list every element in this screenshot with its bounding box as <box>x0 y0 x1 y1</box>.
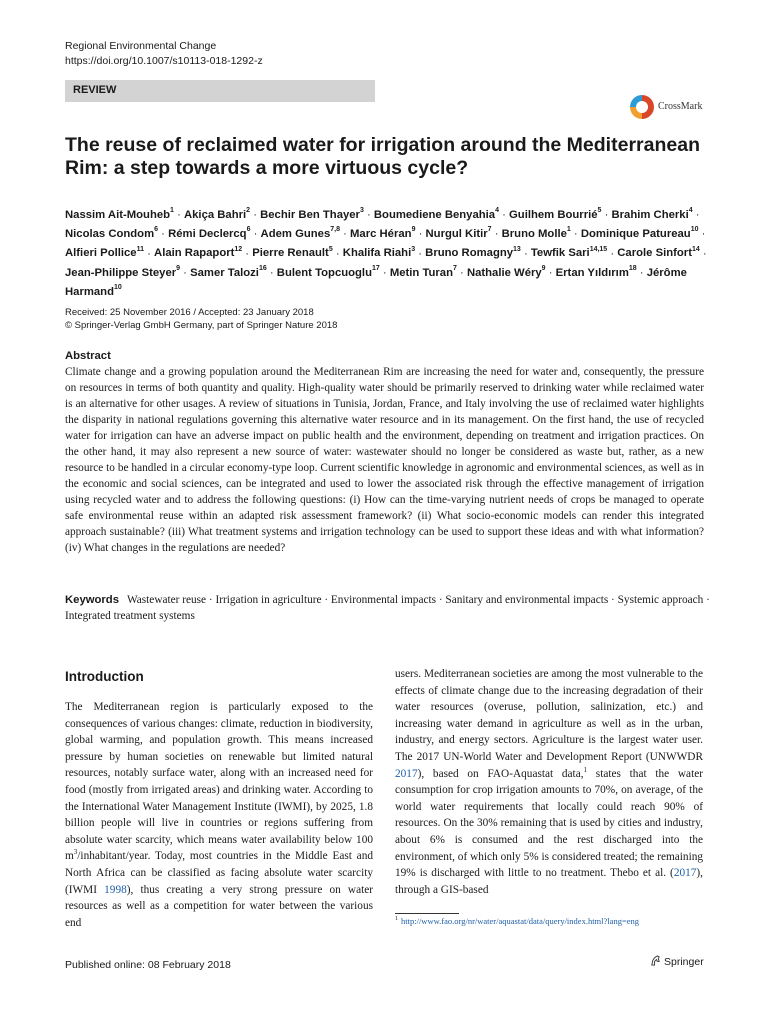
author-separator: · <box>698 228 706 241</box>
author-name[interactable]: Samer Talozi$^{16}$ <box>190 264 267 279</box>
footnote <box>395 916 639 926</box>
author-name[interactable]: Jérôme Harmand$^{10}$ <box>65 266 687 298</box>
author-name[interactable]: Akiça Bahri$^2$ <box>183 207 251 221</box>
author-affiliation: 9 <box>176 264 181 272</box>
author-name[interactable]: Alfieri Pollice$^{11}$ <box>65 245 144 260</box>
author-separator: · <box>636 266 647 279</box>
author-affiliation: 16 <box>258 264 267 272</box>
author-affiliation: 14,15 <box>589 245 608 253</box>
author-name[interactable]: Pierre Renault$^5$ <box>252 245 333 260</box>
crossmark-icon <box>630 95 654 119</box>
springer-horse-icon <box>650 955 661 966</box>
doi-link[interactable]: https://doi.org/10.1007/s10113-018-1292-z <box>65 55 263 67</box>
publisher-name: Springer <box>664 956 704 968</box>
author-affiliation: 7 <box>487 226 492 234</box>
author-separator: · <box>607 247 618 260</box>
author-affiliation: 3 <box>359 207 364 214</box>
author-separator: · <box>570 228 581 241</box>
author-separator: · <box>242 247 253 260</box>
author-affiliation: 5 <box>328 245 333 253</box>
keywords-text: Wastewater reuse · Irrigation in agriculture · Environmental impacts · Sanitary and environmental impacts · Systemic approach · Integrated treatment systems <box>65 594 710 622</box>
keywords-section <box>65 592 725 624</box>
citation-link[interactable]: 1998 <box>104 883 127 896</box>
author-name[interactable]: Nathalie Wéry$^9$ <box>466 264 546 279</box>
article-type-banner: REVIEW <box>65 80 375 102</box>
author-separator: · <box>143 247 155 260</box>
author-separator: · <box>250 228 261 241</box>
author-affiliation: 4 <box>688 207 693 214</box>
footnote-url[interactable]: http://www.fao.org/nr/water/aquastat/data/query/index.html?lang=eng <box>401 916 640 926</box>
author-separator: · <box>173 208 184 221</box>
author-affiliation: 6 <box>154 226 159 234</box>
citation-link[interactable]: 2017 <box>673 867 697 880</box>
body-text: users. Mediterranean societies are among the most vulnerable to the effects of climate change due to the increasing degradation of their water resources (overuse, pollution, salinization, etc.) and increasing water demand in agriculture as well as in the urban, industry, and energy sectors. Agriculture is the largest water user. The 2017 UN-World Water and Development Report (UNWWDR <box>395 668 703 763</box>
author-name[interactable]: Brahim Cherki$^4$ <box>611 207 693 221</box>
author-name[interactable]: Marc Héran$^9$ <box>350 226 416 241</box>
author-affiliation: 2 <box>246 207 251 214</box>
author-name[interactable]: Jean-Philippe Steyer$^9$ <box>65 264 181 279</box>
citation-link[interactable]: 2017 <box>395 767 418 780</box>
crossmark-badge[interactable] <box>630 93 740 123</box>
superscript: 3 <box>73 848 78 857</box>
abstract-heading: Abstract <box>65 350 111 362</box>
author-affiliation: 11 <box>136 245 144 253</box>
author-separator: · <box>332 247 343 260</box>
footnote-ref[interactable]: 1 <box>583 765 588 774</box>
author-separator: · <box>250 208 261 221</box>
author-separator: · <box>498 208 510 221</box>
author-affiliation: 18 <box>628 264 637 272</box>
body-text: states that the water consumption for crop irrigation amounts to 70%, on average, of the world water requirements that locally could reach 90% of resources. On the 30% remaining that is used by cities and industry, about 6% is consumed and the rest discharged into the environment, of which only 5% is considered treated; the remaining 19% is discharged with little to no treatment. Thebo et al. ( <box>395 767 703 880</box>
author-separator: · <box>363 208 374 221</box>
body-text: /inhabitant/year. Today, most countries in the Middle East and North Africa can be classified as facing absolute water scarcity (IWMI <box>65 850 373 896</box>
author-affiliation: 17 <box>371 264 380 272</box>
author-name[interactable]: Bulent Topcuoglu$^{17}$ <box>276 264 380 279</box>
author-separator: · <box>692 208 700 221</box>
published-online-date: Published online: 08 February 2018 <box>65 959 231 971</box>
introduction-heading: Introduction <box>65 669 144 684</box>
article-title: The reuse of reclaimed water for irrigation around the Mediterranean Rim: a step towards a more virtuous cycle? <box>65 134 700 179</box>
author-affiliation: 9 <box>541 264 546 272</box>
author-name[interactable]: Carole Sinfort$^{14}$ <box>617 245 700 260</box>
author-name[interactable]: Bruno Molle$^1$ <box>501 226 571 241</box>
author-name[interactable]: Tewfik Sari$^{14,15}$ <box>530 245 608 260</box>
body-text: ), based on FAO-Aquastat data, <box>417 767 584 780</box>
author-separator: · <box>379 266 390 279</box>
author-affiliation: 7 <box>453 264 457 272</box>
body-column-left <box>65 699 373 931</box>
abstract-text: Climate change and a growing population around the Mediterranean Rim are increasing the need for water and, consequently, the pressure on resources in terms of both quantity and quality. High-quality water should be primarily reserved to drinking water while reclaimed water is an alternative for other usages. A review of situations in Tunisia, Jordan, France, and Italy involving the use of reclaimed water highlights the disparity in national regulations governing this alternative water resource and in its management. On the first hand, the use of recycled water for irrigation can have an adverse impact on public health and the environment, depending on treatment and irrigation practices. On the other hand, it may also represent a new source of water: wastewater should no longer be considered as waste but, rather, as a new resource to be handled in a circular economy-type loop. Current scientific knowledge in agronomic and environmental sciences, as well as in the economic and social sciences, can be integrated and used to lower the associated risk through the effective management of irrigation using recycled water and to address the following questions: (i) How can the time-varying nutrient needs of crops be managed to operate safe environmental reuse within an adapted risk assessment framework? (ii) What socio-economic models can render this integrated approach sustainable? (iii) What treatment systems and irrigation technology can be used to support these ideas and with what information? (iv) What changes in the regulations are needed? <box>65 366 704 554</box>
body-text: The Mediterranean region is particularly exposed to the consequences of various changes: climate, reduction in biodiversity, global warming, and population growth. This means increased pressure by human societies on renewable but limited natural resources, notably surface water, along with an increased need for food (mostly from irrigated areas) and drinking water. According to the International Water Management Institute (IWMI), by 2025, 1.8 billion people will live in countries or regions suffering from absolute water scarcity, which means water availability below 100 m <box>65 701 373 863</box>
footnote-number: 1 <box>395 916 398 923</box>
author-separator: · <box>699 247 707 260</box>
author-separator: · <box>491 228 502 241</box>
author-name[interactable]: Nicolas Condom$^6$ <box>65 226 159 241</box>
author-separator: · <box>415 247 426 260</box>
author-separator: · <box>601 208 612 221</box>
copyright-notice: © Springer-Verlag GmbH Germany, part of Springer Nature 2018 <box>65 320 338 331</box>
author-name[interactable]: Dominique Patureau$^{10}$ <box>580 226 699 241</box>
author-name[interactable]: Nurgul Kitir$^7$ <box>425 226 492 241</box>
author-affiliation: 5 <box>597 207 602 214</box>
author-separator: · <box>520 247 531 260</box>
author-affiliation: 12 <box>234 245 243 253</box>
author-list <box>65 204 725 300</box>
author-name[interactable]: Khalifa Riahi$^3$ <box>342 245 416 260</box>
body-text: ), through a GIS-based <box>395 867 703 896</box>
author-affiliation: 9 <box>411 226 416 234</box>
author-name[interactable]: Rémi Declercq$^6$ <box>168 226 251 241</box>
author-affiliation: 10 <box>113 284 122 292</box>
author-name[interactable]: Alain Rapaport$^{12}$ <box>154 245 243 260</box>
footnote-divider <box>395 913 459 914</box>
journal-name: Regional Environmental Change <box>65 40 217 52</box>
author-name[interactable]: Ertan Yıldırım$^{18}$ <box>555 264 637 279</box>
author-affiliation: 13 <box>513 245 521 253</box>
author-affiliation: 4 <box>495 207 499 214</box>
crossmark-label: CrossMark <box>658 101 703 112</box>
author-name[interactable]: Metin Turan$^7$ <box>389 264 457 279</box>
keywords-label: Keywords <box>65 594 119 606</box>
author-affiliation: 10 <box>690 226 699 234</box>
author-affiliation: 7,8 <box>330 226 340 234</box>
author-affiliation: 6 <box>246 226 251 234</box>
author-separator: · <box>545 266 556 279</box>
author-name[interactable]: Nassim Ait-Mouheb$^1$ <box>65 207 174 221</box>
author-affiliation: 3 <box>411 245 416 253</box>
author-affiliation: 1 <box>566 226 571 234</box>
author-name[interactable]: Guilhem Bourrié$^5$ <box>509 207 602 221</box>
author-affiliation: 1 <box>170 207 174 214</box>
author-separator: · <box>339 228 351 241</box>
received-accepted-dates: Received: 25 November 2016 / Accepted: 23 January 2018 <box>65 307 314 318</box>
body-column-right <box>395 666 703 898</box>
author-affiliation: 14 <box>691 245 700 253</box>
author-name[interactable]: Adem Gunes$^{7,8}$ <box>260 226 340 241</box>
author-separator: · <box>415 228 426 241</box>
author-separator: · <box>266 266 277 279</box>
author-separator: · <box>456 266 467 279</box>
author-separator: · <box>158 228 169 241</box>
author-name[interactable]: Bruno Romagny$^{13}$ <box>425 245 521 260</box>
publisher-logo <box>650 955 704 968</box>
author-separator: · <box>180 266 191 279</box>
body-text: ), thus creating a very strong pressure on water resources as well as a competition for water between the various end <box>65 883 373 929</box>
author-name[interactable]: Bechir Ben Thayer$^3$ <box>260 207 364 221</box>
author-name[interactable]: Boumediene Benyahia$^4$ <box>373 207 499 221</box>
